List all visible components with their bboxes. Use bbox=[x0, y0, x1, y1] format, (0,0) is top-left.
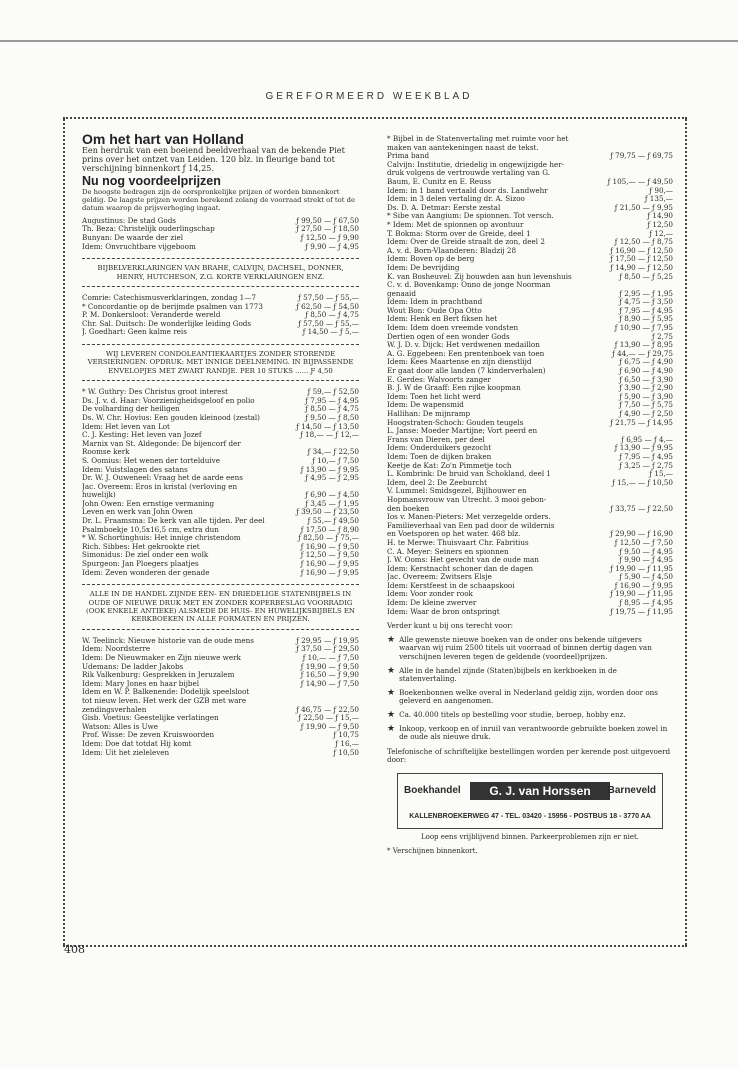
book-title: Prima band bbox=[387, 152, 430, 161]
book-title: Psalmboekje 10,5x16,5 cm, extra dun bbox=[82, 525, 219, 534]
right-column bbox=[387, 135, 673, 855]
book-title: Idem: Doe dat totdat Hij komt bbox=[82, 739, 192, 748]
book-title: Frans van Dieren, per deel bbox=[387, 435, 485, 444]
book-title: Idem: Kerstnacht schoner dan de dagen bbox=[387, 564, 533, 573]
book-title: Idem: Kees Maartense en zijn dienstlijd bbox=[387, 358, 532, 367]
book-title: Idem: Toen het licht werd bbox=[387, 392, 481, 401]
book-entry bbox=[387, 212, 673, 221]
book-price: ƒ 34,— ƒ 22,50 bbox=[307, 447, 359, 457]
book-title: huwelijk) bbox=[82, 491, 116, 500]
book-price: ƒ 62,50 — ƒ 54,50 bbox=[296, 301, 359, 311]
book-price: ƒ 12,— bbox=[649, 228, 673, 238]
book-title: * Sibe van Aangium: De spionnen. Tot versch. bbox=[387, 212, 554, 221]
book-price: ƒ 21,75 — ƒ 14,95 bbox=[610, 417, 673, 427]
book-title: maken van aantekeningen naast de tekst. bbox=[387, 143, 539, 152]
book-title: Idem: Voor zonder rook bbox=[387, 590, 473, 599]
book-title: Chr. Sal. Duitsch: De wonderlijke leiding Gods bbox=[82, 319, 252, 328]
book-entry bbox=[387, 152, 673, 161]
book-price: ƒ 12,50 — ƒ 9,50 bbox=[300, 550, 359, 560]
top-rule bbox=[0, 40, 738, 42]
book-list bbox=[387, 135, 673, 616]
order-note: Telefonische of schriftelijke bestellingen worden per kerende post uitgevoerd door: bbox=[387, 746, 671, 765]
book-title: John Owen: Een ernstige vermaning bbox=[82, 499, 215, 508]
book-price: ƒ 14,90 — ƒ 12,50 bbox=[610, 262, 673, 272]
book-entry bbox=[387, 324, 673, 333]
book-title: P. M. Donkersloot: Veranderde wereld bbox=[82, 311, 221, 320]
book-title: * Bijbel in de Statenvertaling met ruimte voor het bbox=[387, 135, 569, 143]
book-price: ƒ 13,90 — ƒ 9,95 bbox=[300, 464, 359, 474]
book-title: Roomse kerk bbox=[82, 448, 130, 457]
book-entry bbox=[82, 749, 359, 758]
book-entry bbox=[387, 505, 673, 514]
book-title: Keetje de Kat: Zo'n Pimmetje toch bbox=[387, 461, 512, 470]
book-title: Idem: Onderduikers gezocht bbox=[387, 444, 492, 453]
book-title: Wout Bon: Oude Opa Otto bbox=[387, 306, 482, 315]
book-price: ƒ 29,95 — ƒ 19,95 bbox=[296, 635, 359, 645]
book-price: ƒ 82,50 — ƒ 75,— bbox=[298, 533, 359, 543]
book-title: Th. Beza: Christelijk ouderlingschap bbox=[82, 225, 215, 234]
book-entry bbox=[82, 569, 359, 578]
book-entry bbox=[387, 479, 673, 488]
book-title: Calvijn: Institutie, driedelig in ongewijzigde her- bbox=[387, 160, 565, 169]
footnote: * Verschijnen binnenkort. bbox=[387, 846, 478, 855]
book-title: C. v. d. Bovenkamp: Onno de jonge Noorman bbox=[387, 281, 551, 290]
book-price: ƒ 79,75 — ƒ 69,75 bbox=[610, 151, 673, 161]
book-price: ƒ 2,95 — ƒ 1,95 bbox=[619, 288, 673, 298]
book-title: Ios v. Manen-Pieters: Met verzegelde orders. bbox=[387, 513, 551, 522]
book-title: Idem: Uit het zieleleven bbox=[82, 748, 170, 757]
book-title: Idem: in 1 band vertaald door ds. Landwehr bbox=[387, 186, 548, 195]
book-price: ƒ 5,90 — ƒ 3,90 bbox=[619, 391, 673, 401]
book-price: ƒ 8,95 — ƒ 4,95 bbox=[619, 598, 673, 608]
book-title: Simonidus: De ziel onder een wolk bbox=[82, 551, 209, 560]
book-entry bbox=[387, 178, 673, 187]
book-price: ƒ 14,90 bbox=[647, 211, 673, 221]
book-title: Idem: Idem in prachtband bbox=[387, 298, 483, 307]
shop-address: KALLENBROEKERWEG 47 - TEL. 03420 - 15956 - POSTBUS 18 - 3770 AA bbox=[409, 813, 651, 821]
book-price: ƒ 9,50 — ƒ 8,50 bbox=[305, 412, 359, 422]
book-entry bbox=[82, 431, 359, 440]
book-entry bbox=[387, 161, 673, 170]
book-price: ƒ 4,95 — ƒ 2,95 bbox=[305, 473, 359, 483]
book-price: ƒ 9,50 — ƒ 4,95 bbox=[619, 546, 673, 556]
book-title: K. van Bosheuvel: Zij bouwden aan hun levenshuis bbox=[387, 272, 572, 281]
book-price: ƒ 13,90 — ƒ 9,95 bbox=[614, 443, 673, 453]
service-text: Ca. 40.000 titels op bestelling voor studie, beroep, hobby enz. bbox=[399, 710, 626, 719]
book-entry bbox=[387, 487, 673, 496]
book-price: ƒ 22,50 — ƒ 15,— bbox=[298, 713, 359, 723]
book-title: Marnix van St. Aldegonde: De bijencorf der bbox=[82, 439, 241, 448]
book-title: Idem: Mary Jones en haar bijbel bbox=[82, 679, 200, 688]
book-price bbox=[669, 135, 673, 144]
book-entry bbox=[387, 135, 673, 144]
book-price: ƒ 7,95 — ƒ 4,95 bbox=[305, 395, 359, 405]
book-entry bbox=[82, 328, 359, 337]
book-price: ƒ 8,90 — ƒ 5,95 bbox=[619, 314, 673, 324]
book-title: Jac. Overeem: Eros in kristal (verloving en bbox=[82, 482, 238, 491]
book-title: Baum, E. Cunitz en E. Reuss bbox=[387, 177, 492, 186]
book-title: C. J. Kesting: Het leven van Jozef bbox=[82, 431, 202, 440]
book-price: ƒ 6,50 — ƒ 3,90 bbox=[619, 374, 673, 384]
book-price: ƒ 14,50 — ƒ 5,— bbox=[302, 327, 359, 337]
book-entry bbox=[387, 608, 673, 617]
shop-logo bbox=[397, 773, 663, 829]
book-entry bbox=[82, 688, 359, 697]
book-price: ƒ 8,50 — ƒ 5,25 bbox=[619, 271, 673, 281]
star-icon: ★ bbox=[387, 723, 396, 734]
parking-note: Loop eens vrijblijvend binnen. Parkeerproblemen zijn er niet. bbox=[420, 832, 640, 841]
book-price: ƒ 13,90 — ƒ 8,95 bbox=[614, 340, 673, 350]
book-title: Idem: Vuistslagen des satans bbox=[82, 465, 188, 474]
book-price: ƒ 105,— — ƒ 49,50 bbox=[607, 176, 673, 186]
book-title: Er gaat door alle landen (7 kinderverhalen) bbox=[387, 367, 546, 376]
book-title: Idem: Noordsterre bbox=[82, 645, 151, 654]
book-entry bbox=[387, 462, 673, 471]
book-title: Comrie: Catechismusverklaringen, zondag 1—7 bbox=[82, 293, 256, 302]
book-price: ƒ 6,90 — ƒ 4,90 bbox=[619, 366, 673, 376]
star-icon: ★ bbox=[387, 687, 396, 698]
book-price: ƒ 16,— bbox=[335, 738, 359, 748]
book-price: ƒ 17,50 — ƒ 12,50 bbox=[610, 254, 673, 264]
price-explanation: De hoogste bedragen zijn de oorspronkelijke prijzen of worden binnenkort geldig. De laagste prijzen worden berekend zolang de voorraad strekt of tot de datum waarop de prijsverhoging ingaat. bbox=[82, 187, 355, 212]
book-title: Idem: Onvruchtbare vijgeboom bbox=[82, 242, 196, 251]
book-price bbox=[669, 161, 673, 170]
book-title: Hoogstraten-Schoch: Gouden teugels bbox=[387, 418, 524, 427]
book-title: Idem: Toen de dijken braken bbox=[387, 452, 492, 461]
service-text: Alle gewenste nieuwe boeken van de onder ons bekende uitgevers waarvan wij ruim 2500 titels uit voorraad of binnen dertig dagen van verschijnen leveren tegen de geldende (voordeel)prijzen. bbox=[399, 634, 652, 662]
book-price: ƒ 9,90 — ƒ 4,95 bbox=[305, 241, 359, 251]
book-price: ƒ 3,90 — ƒ 2,90 bbox=[619, 383, 673, 393]
book-price: ƒ 10,90 — ƒ 7,95 bbox=[614, 323, 673, 333]
book-price: ƒ 15,— — ƒ 10,50 bbox=[612, 477, 673, 487]
book-price bbox=[355, 688, 359, 697]
book-title: Idem: Idem doen vreemde vondsten bbox=[387, 324, 519, 333]
book-price: ƒ 2,75 bbox=[652, 331, 673, 341]
book-price: ƒ 21,50 — ƒ 9,95 bbox=[614, 202, 673, 212]
book-title: Idem en W. P. Balkenende: Dodelijk speelsloot bbox=[82, 688, 250, 697]
book-price: ƒ 15,— bbox=[649, 469, 673, 479]
book-price: ƒ 6,75 — ƒ 4,90 bbox=[619, 357, 673, 367]
book-price: ƒ 27,50 — ƒ 18,50 bbox=[296, 224, 359, 234]
book-title: W. Teelinck: Nieuwe historie van de oude mens bbox=[82, 636, 254, 645]
book-title: J. Goedhart: Geen kalme reis bbox=[82, 328, 187, 337]
further-heading: Verder kunt u bij ons terecht voor: bbox=[387, 621, 514, 631]
book-price: ƒ 10,75 bbox=[333, 730, 359, 740]
book-price: ƒ 57,50 — ƒ 55,— bbox=[298, 318, 359, 328]
book-price: ƒ 16,90 — ƒ 9,50 bbox=[300, 541, 359, 551]
book-price: ƒ 7,95 — ƒ 4,95 bbox=[619, 451, 673, 461]
book-title: Idem: Boven op de berg bbox=[387, 255, 475, 264]
book-price: ƒ 16,90 — ƒ 9,95 bbox=[300, 559, 359, 569]
book-price: ƒ 8,50 — ƒ 4,75 bbox=[305, 310, 359, 320]
book-price: ƒ 12,50 — ƒ 9,90 bbox=[300, 232, 359, 242]
book-price: ƒ 8,50 — ƒ 4,75 bbox=[305, 404, 359, 414]
book-price: ƒ 90,— bbox=[649, 185, 673, 195]
book-price: ƒ 10,— ƒ 7,50 bbox=[312, 455, 359, 465]
book-title: E. Gerdes: Walvoorts zanger bbox=[387, 375, 491, 384]
book-title: Prof. Wisse: De zeven Kruiswoorden bbox=[82, 731, 215, 740]
star-icon: ★ bbox=[387, 710, 396, 720]
shop-name: G. J. van Horssen bbox=[470, 782, 610, 800]
book-price: ƒ 10,— — ƒ 7,50 bbox=[302, 653, 359, 663]
book-price: ƒ 14,50 — ƒ 13,50 bbox=[296, 421, 359, 431]
book-price: ƒ 19,75 — ƒ 11,95 bbox=[610, 606, 673, 616]
book-title: zendingsverhalen bbox=[82, 705, 147, 714]
book-price bbox=[669, 513, 673, 522]
book-title: Idem: De Nieuwmaker en Zijn nieuwe werk bbox=[82, 654, 241, 663]
book-list bbox=[82, 217, 359, 251]
book-title: tot nieuw leven. Het werk der GZB met ware bbox=[82, 697, 247, 706]
book-title: Hopmansvrouw van Utrecht. 3 mooi gebon- bbox=[387, 495, 547, 504]
service-item bbox=[387, 636, 673, 662]
book-price: ƒ 7,50 — ƒ 5,75 bbox=[619, 400, 673, 410]
shop-label: Boekhandel bbox=[404, 784, 461, 796]
book-price: ƒ 14,90 — ƒ 7,50 bbox=[300, 678, 359, 688]
headline: Om het hart van Holland bbox=[82, 131, 244, 147]
book-title: Idem: Over de Greide straalt de zon, deel 2 bbox=[387, 238, 545, 247]
book-price: ƒ 18,— — ƒ 12,— bbox=[300, 430, 359, 440]
book-title: B. J. W de Graaff: Een rijke koopman bbox=[387, 384, 521, 393]
book-price: ƒ 12,50 bbox=[647, 219, 673, 229]
book-price: ƒ 19,90 — ƒ 11,95 bbox=[610, 589, 673, 599]
notice-box: ALLE IN DE HANDEL ZIJNDE ÉÉN- EN DRIEDELIGE STATENBIJBELS IN OUDE OF NIEUWE DRUK MET EN ZONDER KOPERBESLAG VOORRADIG (OOK ENKELE ANTIEKE) ALSMEDE DE HUIS- EN HUWELIJKSBIJBELS EN KERKBOEKEN IN ALLE FORMATEN EN PRIJZEN. bbox=[82, 584, 359, 630]
service-item bbox=[387, 711, 673, 720]
star-icon: ★ bbox=[387, 634, 396, 645]
book-price: ƒ 46,75 — ƒ 22,50 bbox=[296, 704, 359, 714]
book-entry bbox=[82, 723, 359, 732]
book-title: Dr. L. Fraamsma: De kerk van alle tijden. Per deel bbox=[82, 517, 265, 526]
book-title: Hallihan: De mijnramp bbox=[387, 410, 471, 418]
intro-text: Een herdruk van een boeiend beeldverhaal van de bekende Piet prins over het ontzet van Leiden. 120 blz. in fleurige band tot verschijning binnenkort ƒ 14,25. bbox=[82, 144, 345, 173]
book-title: S. Oomius: Het wenen der tortelduive bbox=[82, 456, 221, 465]
service-text: Alle in de handel zijnde (Staten)bijbels en kerkboeken in de statenvertaling. bbox=[399, 665, 617, 684]
book-title: De volharding der heiligen bbox=[82, 405, 180, 414]
book-title: Leven en werk van John Owen bbox=[82, 508, 193, 517]
book-entry bbox=[82, 731, 359, 740]
book-title: L. Kombrink: De bruid van Schokland, deel 1 bbox=[387, 470, 552, 479]
book-price: ƒ 4,90 — ƒ 2,50 bbox=[619, 409, 673, 418]
book-title: Bunyan: De waarde der ziel bbox=[82, 233, 184, 242]
book-price: ƒ 7,95 — ƒ 4,95 bbox=[619, 305, 673, 315]
book-price: ƒ 3,25 — ƒ 2,75 bbox=[619, 460, 673, 470]
book-title: Idem, deel 2: De Zeeburcht bbox=[387, 478, 488, 487]
book-title: Idem: De bevrijding bbox=[387, 263, 460, 272]
book-title: A. G. Eggebeen: Een prentenboek van toen bbox=[387, 349, 545, 358]
book-entry bbox=[387, 204, 673, 213]
book-title: * W. Guthry: Des Christus groot interest bbox=[82, 388, 228, 397]
book-title: Dr. W. J. Ouweneel: Vraag het de aarde eens bbox=[82, 474, 243, 483]
book-list bbox=[82, 637, 359, 757]
subheadline: Nu nog voordeelprijzen bbox=[82, 174, 221, 189]
book-title: Idem: in 3 delen vertaling dr. A. Sizoo bbox=[387, 195, 525, 204]
book-title: * Concordantie op de berijmde psalmen van 1773 bbox=[82, 302, 263, 311]
book-price: ƒ 19,90 — ƒ 9,50 bbox=[300, 661, 359, 671]
book-price: ƒ 16,90 — ƒ 9,95 bbox=[300, 567, 359, 577]
left-column bbox=[82, 131, 359, 757]
star-icon: ★ bbox=[387, 665, 396, 676]
book-entry bbox=[387, 419, 673, 428]
book-list bbox=[82, 294, 359, 337]
service-text: Inkoop, verkoop en of inruil van verantwoorde gebruikte boeken zowel in de oude als nieuwe druk. bbox=[399, 723, 668, 742]
book-title: H. te Merwe: Thuisvaart Chr. Fabritius bbox=[387, 538, 529, 547]
notice-box: WIJ LEVEREN CONDOLEANTIEKAARTJES ZONDER STORENDE VERSIERINGEN. OPDRUK: MET INNIGE DEELNEMING. IN BIJPASSENDE ENVELOPJES MET ZWART RANDJE. PER 10 STUKS ...... Ƒ 4,50 bbox=[82, 344, 359, 381]
book-entry bbox=[387, 221, 673, 230]
book-title: Idem: De kleine zwerver bbox=[387, 599, 477, 608]
book-entry bbox=[387, 513, 673, 522]
book-price: ƒ 135,— bbox=[644, 194, 673, 204]
book-title: Ds. W. Chr. Hovius: Een gouden kleinood (zestal) bbox=[82, 413, 260, 422]
book-price: ƒ 9,90 — ƒ 4,95 bbox=[619, 555, 673, 565]
book-title: Ds. D. A. Detmar: Eerste zestal bbox=[387, 203, 501, 212]
page-number: 408 bbox=[64, 943, 85, 956]
book-title: Watson: Alles is Uwe bbox=[82, 722, 159, 731]
book-price: ƒ 19,90 — ƒ 9,50 bbox=[300, 721, 359, 731]
book-title: genaaid bbox=[387, 289, 416, 298]
book-title: Gisb. Voetius: Geestelijke verlatingen bbox=[82, 714, 219, 723]
book-title: Idem: Henk en Bert fiksen het bbox=[387, 315, 498, 324]
book-price: ƒ 6,90 — ƒ 4,50 bbox=[305, 490, 359, 500]
service-item bbox=[387, 725, 673, 742]
book-price: ƒ 5,90 — ƒ 4,50 bbox=[619, 572, 673, 582]
book-price: ƒ 44,— — ƒ 29,75 bbox=[612, 348, 673, 358]
book-price bbox=[669, 487, 673, 496]
book-title: Ds. J. v. d. Haar: Voorzienigheidsgeloof en polio bbox=[82, 396, 255, 405]
book-title: Dertien ogen of een wonder Gods bbox=[387, 332, 510, 341]
book-title: Idem: Kerstfeest in de schaapskooi bbox=[387, 581, 515, 590]
star-list bbox=[387, 636, 673, 742]
book-title: T. Bokma: Storm over de Greide, deel 1 bbox=[387, 229, 531, 238]
running-header: GEREFORMEERD WEEKBLAD bbox=[265, 91, 473, 102]
book-price: ƒ 29,90 — ƒ 16,90 bbox=[610, 529, 673, 539]
book-title: Idem: Waar de bron ontspringt bbox=[387, 607, 500, 616]
book-price: ƒ 16,90 — ƒ 12,50 bbox=[610, 245, 673, 255]
book-title: Jac. Overeem: Zwitsers Elsje bbox=[387, 573, 492, 582]
book-title: C. A. Meyer: Seiners en spionnen bbox=[387, 547, 509, 556]
book-entry bbox=[82, 740, 359, 749]
book-entry bbox=[387, 273, 673, 282]
book-price: ƒ 6,95 — ƒ 4,— bbox=[621, 434, 673, 444]
book-entry bbox=[82, 474, 359, 483]
book-title: A. v. d. Born-Vlaanderen: Bladzij 28 bbox=[387, 246, 517, 255]
book-price: ƒ 37,50 — ƒ 29,50 bbox=[296, 644, 359, 654]
book-price: ƒ 33,75 — ƒ 22,50 bbox=[610, 503, 673, 513]
service-item bbox=[387, 667, 673, 684]
book-title: Idem: De wapensmid bbox=[387, 401, 464, 410]
book-price: ƒ 39,50 — ƒ 23,50 bbox=[296, 507, 359, 517]
book-title: den boeken bbox=[387, 504, 430, 513]
shop-town: Barneveld bbox=[607, 784, 656, 796]
service-item bbox=[387, 689, 673, 706]
book-price: ƒ 3,45 — ƒ 1,95 bbox=[305, 498, 359, 508]
book-price: ƒ 17,50 — ƒ 8,90 bbox=[300, 524, 359, 534]
book-title: * W. Schortinghuis: Het innige christendom bbox=[82, 534, 241, 543]
book-title: Spurgeon: Jan Ploegers plaatjes bbox=[82, 560, 199, 569]
book-list bbox=[82, 388, 359, 577]
book-entry bbox=[82, 243, 359, 252]
service-text: Boekenbonnen welke overal in Nederland geldig zijn, worden door ons geleverd en aangenomen. bbox=[399, 687, 658, 706]
book-price: ƒ 12,50 — ƒ 7,50 bbox=[614, 537, 673, 547]
book-title: druk volgens de vertrouwde vertaling van G. bbox=[387, 169, 550, 178]
book-title: Familieverhaal van Een pad door de wildernis bbox=[387, 521, 555, 530]
book-price: ƒ 99,50 — ƒ 67,50 bbox=[296, 215, 359, 225]
book-price: ƒ 16,50 — ƒ 9,90 bbox=[300, 670, 359, 680]
book-price: ƒ 55,— ƒ 49,50 bbox=[307, 516, 359, 526]
book-price: ƒ 59,— ƒ 52,50 bbox=[307, 387, 359, 397]
book-title: L. Janse: Moeder Martijne; Vort peerd en bbox=[387, 427, 538, 436]
book-title: Rich. Sibbes: Het gekrookte riet bbox=[82, 542, 200, 551]
book-title: V. Lummel: Smidsgezel, Bijlhouwer en bbox=[387, 487, 527, 496]
book-title: * Idem: Met de spionnen op avontuur bbox=[387, 220, 524, 229]
book-title: Rik Valkenburg: Gesprekken in Jeruzalem bbox=[82, 671, 235, 680]
book-price: ƒ 10,50 bbox=[333, 747, 359, 757]
book-price: ƒ 19,90 — ƒ 11,95 bbox=[610, 563, 673, 573]
book-title: W. J. D. v. Dijck: Het verdwenen medaillon bbox=[387, 341, 540, 350]
book-price: ƒ 12,50 — ƒ 8,75 bbox=[614, 237, 673, 247]
book-price: ƒ 4,75 — ƒ 3,50 bbox=[619, 297, 673, 307]
book-price: ƒ 57,50 — ƒ 55,— bbox=[298, 292, 359, 302]
book-title: en Voetsporen op het water. 468 blz. bbox=[387, 530, 521, 539]
notice-box: BIJBELVERKLARINGEN VAN BRAHE, CALVIJN, DACHSEL, DONNER, HENRY, HUTCHESON, Z.G. KORTE VERKLARINGEN ENZ. bbox=[82, 258, 359, 287]
book-title: Udemans: De ladder Jakobs bbox=[82, 662, 184, 671]
book-entry bbox=[387, 187, 673, 196]
book-title: Idem: Het leven van Lot bbox=[82, 422, 170, 431]
book-entry bbox=[82, 680, 359, 689]
book-title: J. W. Ooms: Het gevecht van de oude man bbox=[387, 556, 539, 565]
book-title: Idem: Zeven wonderen der genade bbox=[82, 568, 210, 577]
book-title: Augustinus: De stad Gods bbox=[82, 216, 176, 225]
book-price: ƒ 16,90 — ƒ 9,95 bbox=[614, 580, 673, 590]
